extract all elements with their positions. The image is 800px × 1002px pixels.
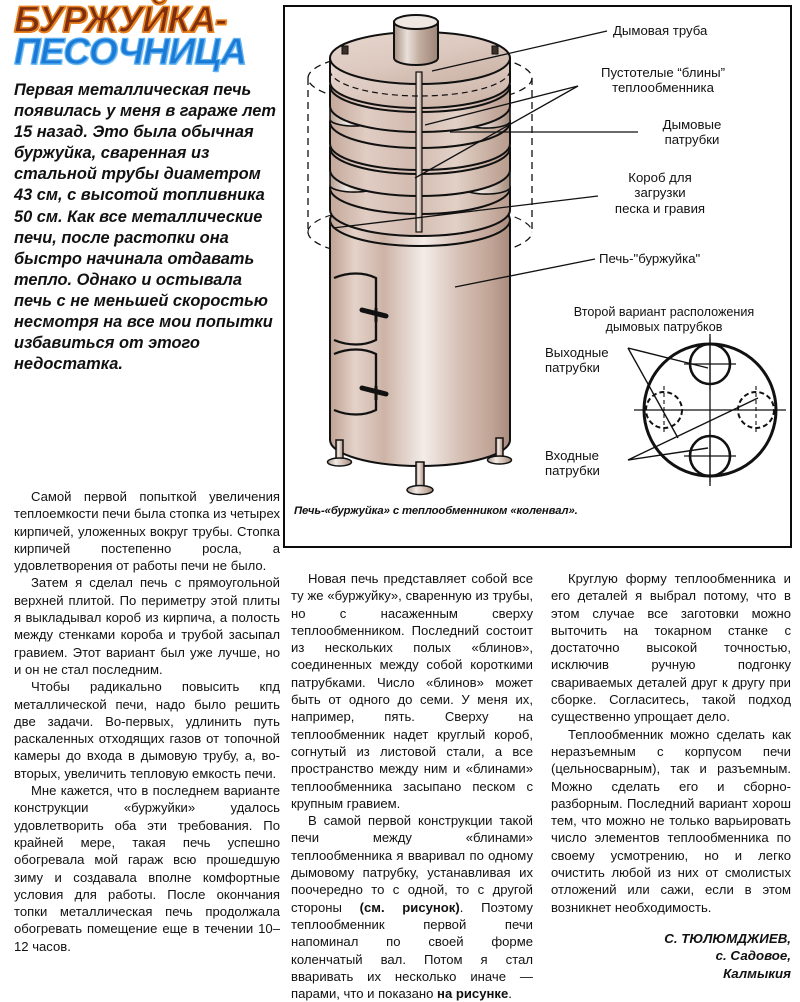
label-smoke-pipes bbox=[640, 117, 744, 148]
lead-paragraph: Первая металлическая печь появилась у меня в гараже лет 15 назад. Это была обычная буржуйка, сваренная из стальной трубы диаметром 43 см, с высотой топливника 50 см. Как все металлические печи, после растопки она быстро начинала отдавать тепло. Однако и остывала печь с не меньшей скоростью несмотря на все мои попытки избавиться от этого недостатка. bbox=[14, 81, 276, 374]
pipe-layout-diagram bbox=[630, 330, 790, 490]
body-column-right bbox=[551, 570, 791, 982]
text-part-a: В самой первой конструкции такой печи между «блинами» теплообменника я вваривал по одному дымовому патрубку, устанавливая их поочередно то с одной, то с другой стороны bbox=[291, 813, 533, 915]
title-line-2: ПЕСОЧНИЦА bbox=[14, 31, 246, 72]
variant-title-line2: дымовых патрубков bbox=[605, 319, 723, 334]
article-title bbox=[14, 2, 276, 70]
figure-caption: Печь-«буржуйка» с теплообменником «коленвал». bbox=[294, 505, 578, 517]
stove-illustration bbox=[290, 10, 555, 500]
text-part-c: . Поэтому теплообменник первой печи напоминал по своей форме коленчатый вал. Потом я стал вваривать их несколько иначе — парами, что и показано bbox=[291, 899, 533, 1002]
paragraph: Теплообменник можно сделать как неразъемным с корпусом печи (цельносварным), так и разъемным. Можно сделать его и сборно-разборным. Последний вариант хорош тем, что можно не только варьировать число элементов теплообменника по своему усмотрению, но и легко очистить любой из них от смолистых отложений или сажи, если в этом возникнет необходимость. bbox=[551, 726, 791, 915]
label-gravel-box-line1: Короб для bbox=[628, 170, 692, 185]
body-column-middle bbox=[291, 570, 533, 1002]
label-gravel-box-line2: загрузки bbox=[634, 185, 686, 201]
paragraph: Самой первой попыткой увеличения теплоемкости печи была стопка из четырех кирпичей, уложенных вокруг трубы. Стопка кирпичей постепенно росла, а удовлетворения от работы печи не было. bbox=[14, 489, 280, 574]
label-hollow-pancakes bbox=[583, 65, 743, 96]
title-line-1: БУРЖУЙКА- bbox=[14, 0, 227, 40]
paragraph: Чтобы радикально повысить кпд металлической печи, надо было решить две задачи. Во-первых, удлинить путь раскаленных отходящих газов от топочной камеры до входа в дымовую трубу, а, во-вторых, увеличить тепловую емкость печи. bbox=[14, 679, 280, 781]
paragraph: Мне кажется, что в последнем варианте конструкции «буржуйки» удалось удовлетворить оба эти требования. По крайней мере, такая печь успешно обогревала мой гараж всю прошедшую зиму и создавала вполне комфортные условия для работы. После окончания топки металлическая печь продолжала обогревать помещение еще в течении 10–12 часов. bbox=[14, 783, 280, 954]
see-figure-ref-1: (см. рисунок) bbox=[359, 899, 460, 915]
see-figure-ref-2: на рисунке bbox=[437, 986, 509, 1002]
variant-title-line1: Второй вариант расположения bbox=[573, 305, 755, 319]
label-inlet-pipes bbox=[545, 448, 637, 479]
label-gravel-box bbox=[600, 170, 720, 216]
label-gravel-box-line3: песка и гравия bbox=[614, 200, 706, 216]
signature-village: с. Садовое, bbox=[715, 948, 791, 964]
label-hollow-pancakes-line2: теплообменника bbox=[612, 80, 714, 96]
label-outlet-line1: Выходные bbox=[545, 345, 609, 360]
label-smoke-pipes-line1: Дымовые bbox=[662, 117, 722, 132]
label-outlet-pipes bbox=[545, 345, 637, 376]
label-stove: Печь-"буржуйка" bbox=[599, 251, 701, 266]
label-chimney: Дымовая труба bbox=[613, 23, 708, 38]
label-hollow-pancakes-line1: Пустотелые “блины” bbox=[601, 65, 725, 80]
signature-region: Калмыкия bbox=[723, 965, 791, 981]
paragraph: Затем я сделал печь с прямоугольной верхней плитой. По периметру этой плиты я выкладывал короб из кирпича, а полость между стенками короба и трубой засыпал гравием. Этот вариант был уже лучше, но и он не стал последним. bbox=[14, 575, 280, 677]
paragraph: Новая печь представляет собой все ту же «буржуйку», сваренную из трубы, но с насаженным сверху теплообменником. Последний состоит из нескольких полых «блинов», соединенных между собой короткими патрубками. Число «блинов» может быть от одного до семи. У меня их, например, пять. Сверху на теплообменник надет круглый короб, согнутый из листовой стали, а все пространство между ним и «блинами» теплообменника засыпано песком с крупным гравием. bbox=[291, 571, 533, 811]
signature-block bbox=[551, 930, 791, 983]
paragraph: Круглую форму теплообменника и его деталей я выбрал потому, что в этом случае все заготовки можно выточить на токарном станке с достаточно высокой точностью, исключив ручную подгонку свариваемых деталей друг к другу при сборке. Согласитесь, такой подход существенно упрощает дело. bbox=[551, 571, 791, 725]
text-part-e: . bbox=[508, 986, 512, 1002]
label-outlet-line2: патрубки bbox=[545, 360, 600, 376]
label-inlet-line2: патрубки bbox=[545, 463, 600, 479]
signature-author: С. ТЮЛЮМДЖИЕВ, bbox=[664, 930, 791, 946]
label-smoke-pipes-line2: патрубки bbox=[664, 132, 720, 148]
label-inlet-line1: Входные bbox=[545, 448, 599, 463]
body-column-left bbox=[14, 488, 280, 955]
